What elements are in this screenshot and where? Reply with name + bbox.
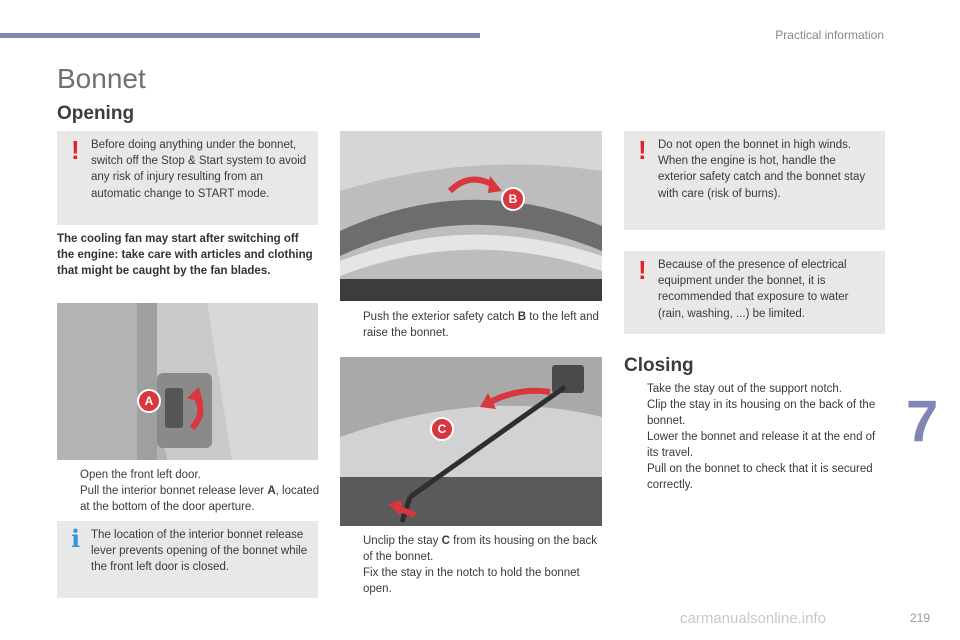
chapter-number: 7 [906, 389, 939, 454]
warning-box-electrical [624, 251, 885, 334]
section-label: Practical information [775, 28, 884, 42]
warning-box-high-winds [624, 131, 885, 230]
warning-text: Because of the presence of electrical equipment under the bonnet, it is recommended that exposure to water (rain, washing, ...) be limited. [658, 259, 849, 320]
opening-heading: Opening [57, 103, 135, 124]
info-icon: i [71, 524, 81, 553]
callout-c: C [430, 417, 454, 441]
steps-closing [624, 381, 886, 493]
image-interior-release-lever [57, 303, 318, 460]
image-bonnet-stay [340, 357, 602, 526]
steps-safety-catch [340, 309, 605, 341]
step-closing-1: Take the stay out of the support notch. [647, 383, 842, 395]
image-exterior-safety-catch [340, 131, 602, 301]
step-push-catch: Push the exterior safety catch B to the left and raise the bonnet. [363, 311, 599, 339]
info-text: The location of the interior bonnet release lever prevents opening of the bonnet while the front left door is closed. [91, 529, 308, 574]
step-fix-stay: Fix the stay in the notch to hold the bonnet open. [363, 567, 580, 595]
warning-text: Before doing anything under the bonnet, switch off the Stop & Start system to avoid any risk of injury resulting from an automatic change to START mode. [91, 139, 307, 200]
step-closing-2: Clip the stay in its housing on the back of the bonnet. [647, 399, 876, 427]
closing-heading: Closing [624, 355, 694, 376]
page-title: Bonnet [57, 63, 146, 94]
callout-a: A [137, 389, 161, 413]
fan-warning-text: The cooling fan may start after switching off the engine: take care with articles and clothing that might be caught by the fan blades. [57, 233, 313, 277]
header-accent-bar [0, 33, 480, 38]
step-closing-4: Pull on the bonnet to check that it is secured correctly. [647, 463, 873, 491]
step-closing-3: Lower the bonnet and release it at the end of its travel. [647, 431, 876, 459]
warning-text: Do not open the bonnet in high winds. When the engine is hot, handle the exterior safety catch and the bonnet stay with care (risk of burns). [658, 139, 866, 200]
warning-box-stop-start [57, 131, 318, 225]
info-box-lever-location [57, 521, 318, 598]
page-number: 219 [909, 611, 930, 625]
step-open-door: Open the front left door. [80, 469, 201, 481]
callout-b: B [501, 187, 525, 211]
step-pull-lever: Pull the interior bonnet release lever A, located at the bottom of the door aperture. [80, 485, 320, 513]
step-unclip-stay: Unclip the stay C from its housing on the back of the bonnet. [363, 535, 597, 563]
warning-icon: ! [638, 255, 647, 285]
watermark: carmanualsonline.info [680, 610, 826, 627]
steps-bonnet-stay [340, 533, 605, 597]
steps-open-door [57, 467, 322, 515]
warning-icon: ! [638, 135, 647, 165]
warning-icon: ! [71, 135, 80, 165]
